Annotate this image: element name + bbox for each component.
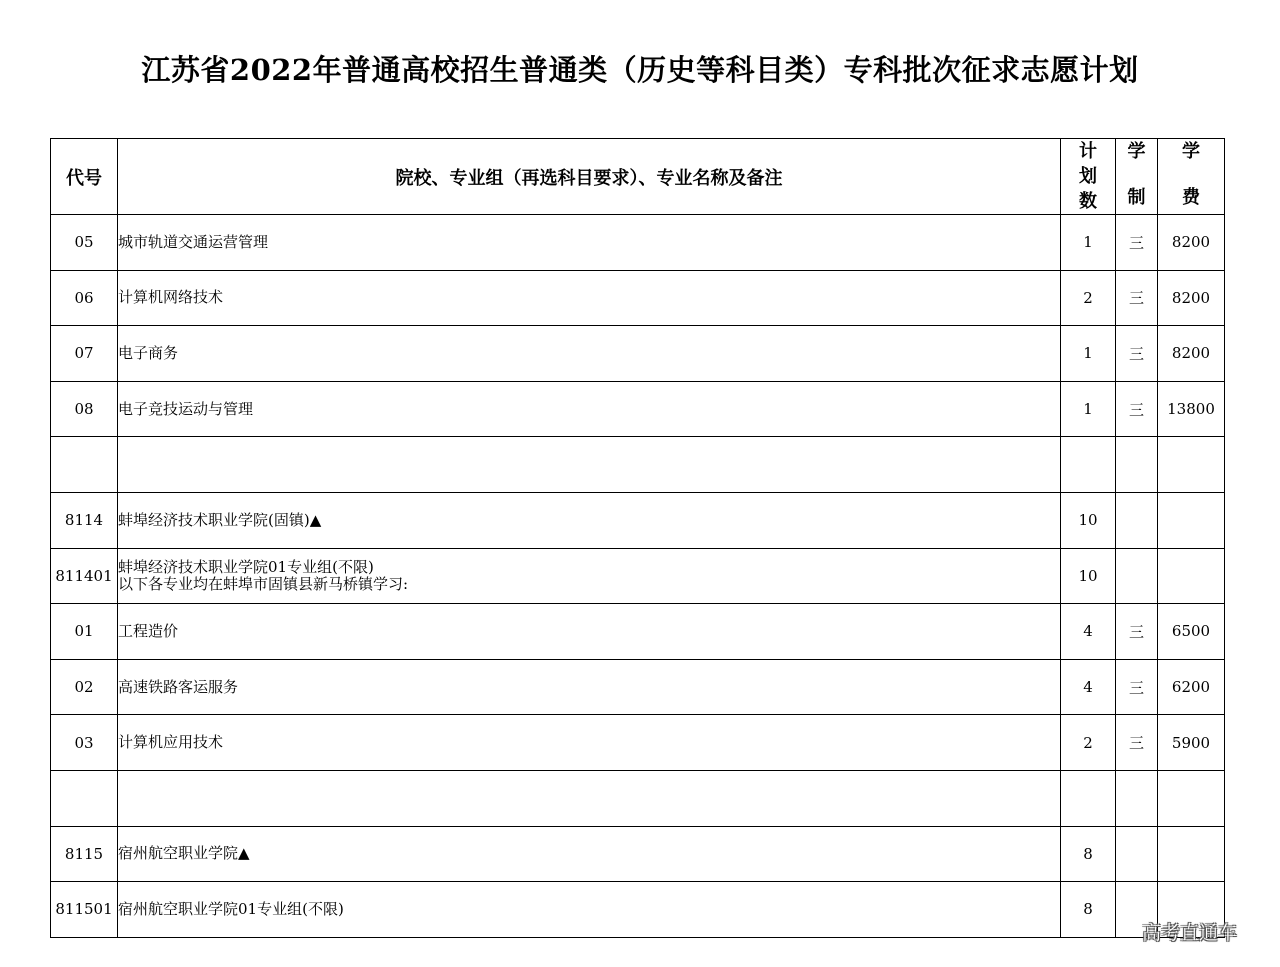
row-plan: 1: [1061, 326, 1116, 382]
row-name-line: 工程造价: [118, 621, 179, 640]
header-duration-char: 制: [1127, 187, 1146, 208]
row-fee: [1158, 548, 1225, 604]
row-fee: 8200: [1158, 326, 1225, 382]
row-plan: [1061, 770, 1116, 826]
row-fee: 13800: [1158, 381, 1225, 437]
row-name: [118, 715, 1061, 771]
row-plan: 4: [1061, 659, 1116, 715]
row-name: [118, 770, 1061, 826]
row-code: 8115: [51, 826, 118, 882]
table-header-row: [51, 139, 1225, 215]
row-fee: [1158, 826, 1225, 882]
row-fee: [1158, 437, 1225, 493]
table-body: [51, 215, 1225, 938]
table-row: [51, 715, 1225, 771]
row-name-line: 电子商务: [118, 343, 179, 362]
row-name-line: 计算机网络技术: [118, 288, 224, 307]
row-name: [118, 604, 1061, 660]
header-plan-char: 计: [1079, 141, 1097, 162]
table-row: [51, 492, 1225, 548]
row-duration: 三: [1116, 659, 1158, 715]
table-row: [51, 826, 1225, 882]
row-plan: 2: [1061, 715, 1116, 771]
row-code: 811501: [51, 882, 118, 938]
row-fee: 5900: [1158, 715, 1225, 771]
row-plan: 1: [1061, 381, 1116, 437]
row-duration: 三: [1116, 604, 1158, 660]
row-code: [51, 437, 118, 493]
row-name: [118, 492, 1061, 548]
table-row: [51, 548, 1225, 604]
row-plan: 10: [1061, 492, 1116, 548]
table-row: [51, 437, 1225, 493]
row-name: [118, 215, 1061, 271]
row-name-line: 宿州航空职业学院01专业组(不限): [118, 899, 344, 918]
row-note-line: 以下各专业均在蚌埠市固镇县新马桥镇学习:: [118, 574, 409, 593]
header-name: 院校、专业组（再选科目要求）、专业名称及备注: [118, 139, 1061, 215]
row-plan: 10: [1061, 548, 1116, 604]
row-duration: 三: [1116, 715, 1158, 771]
row-code: 06: [51, 270, 118, 326]
header-duration-char: 学: [1127, 141, 1146, 162]
row-duration: [1116, 770, 1158, 826]
row-code: 811401: [51, 548, 118, 604]
header-plan-char: 数: [1079, 191, 1097, 212]
row-duration: [1116, 826, 1158, 882]
row-name: [118, 326, 1061, 382]
enrollment-plan-table: [50, 138, 1225, 938]
row-name-line: 计算机应用技术: [118, 733, 224, 752]
table-row: [51, 381, 1225, 437]
row-name: [118, 437, 1061, 493]
row-duration: 三: [1116, 381, 1158, 437]
row-plan: 1: [1061, 215, 1116, 271]
row-plan: 2: [1061, 270, 1116, 326]
page-title: 江苏省2022年普通高校招生普通类（历史等科目类）专科批次征求志愿计划: [141, 53, 1139, 87]
row-fee: 8200: [1158, 215, 1225, 271]
table-row: [51, 604, 1225, 660]
row-name-line: 城市轨道交通运营管理: [118, 232, 269, 251]
header-code: 代号: [51, 139, 118, 215]
row-code: [51, 770, 118, 826]
row-plan: 8: [1061, 882, 1116, 938]
header-fee-char: 学: [1182, 141, 1200, 162]
row-code: 8114: [51, 492, 118, 548]
row-duration: [1116, 437, 1158, 493]
row-name: [118, 659, 1061, 715]
row-duration: [1116, 548, 1158, 604]
row-fee: 6200: [1158, 659, 1225, 715]
row-name-line: 电子竞技运动与管理: [118, 399, 254, 418]
header-duration: [1116, 139, 1158, 215]
row-code: 03: [51, 715, 118, 771]
row-name: [118, 548, 1061, 604]
row-name-line: 蚌埠经济技术职业学院01专业组(不限): [118, 557, 374, 576]
row-fee: [1158, 770, 1225, 826]
row-duration: 三: [1116, 270, 1158, 326]
header-plan: [1061, 139, 1116, 215]
row-fee: 6500: [1158, 604, 1225, 660]
table-row: [51, 770, 1225, 826]
table-row: [51, 270, 1225, 326]
watermark: 高考直通车: [1142, 922, 1238, 944]
table-row: [51, 326, 1225, 382]
row-fee: 8200: [1158, 270, 1225, 326]
row-duration: [1116, 492, 1158, 548]
row-code: 08: [51, 381, 118, 437]
header-fee: [1158, 139, 1225, 215]
row-name: [118, 826, 1061, 882]
row-code: 07: [51, 326, 118, 382]
row-duration: 三: [1116, 215, 1158, 271]
row-name-line: 宿州航空职业学院▲: [118, 844, 250, 863]
table-row: [51, 215, 1225, 271]
row-code: 01: [51, 604, 118, 660]
row-plan: 4: [1061, 604, 1116, 660]
table-row: [51, 882, 1225, 938]
row-name: [118, 270, 1061, 326]
row-fee: [1158, 492, 1225, 548]
row-name: [118, 381, 1061, 437]
row-name-line: 高速铁路客运服务: [118, 677, 239, 696]
row-name-line: 蚌埠经济技术职业学院(固镇)▲: [118, 510, 322, 529]
row-plan: [1061, 437, 1116, 493]
header-plan-char: 划: [1079, 166, 1097, 187]
row-plan: 8: [1061, 826, 1116, 882]
row-code: 02: [51, 659, 118, 715]
header-fee-char: 费: [1182, 187, 1200, 208]
row-name: [118, 882, 1061, 938]
table-row: [51, 659, 1225, 715]
row-duration: 三: [1116, 326, 1158, 382]
row-code: 05: [51, 215, 118, 271]
